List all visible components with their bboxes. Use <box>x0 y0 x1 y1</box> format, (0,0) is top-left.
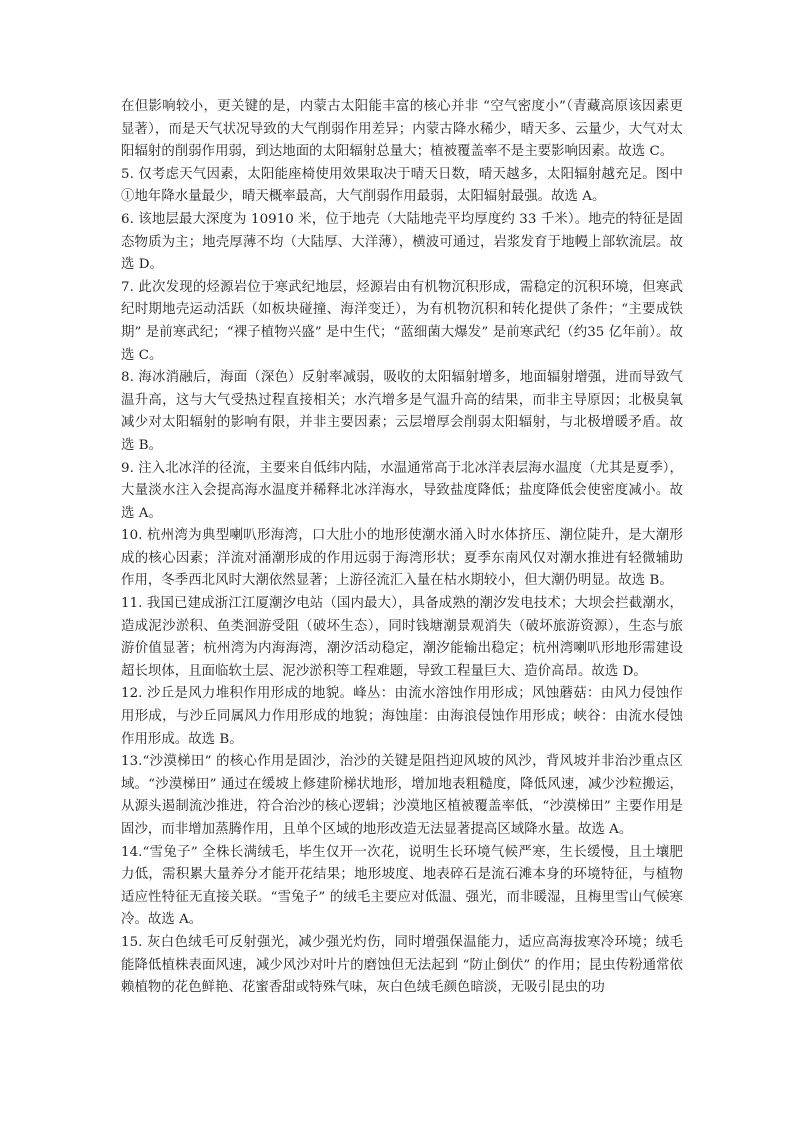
answer-paragraph-13: 13.“沙漠梯田” 的核心作用是固沙，治沙的关键是阻挡迎风坡的风沙，背风坡并非治沙重点区域。“沙漠梯田” 通过在缓坡上修建阶梯状地形，增加地表粗糙度，降低风速，减少沙粒搬运，从源头遏制流沙推进，符合治沙的核心逻辑；沙漠地区植被覆盖率低，“沙漠梯田” 主要作用是固沙，而非增加蒸腾作用，且单个区域的地形改造无法显著提高区域降水量。故选 A。 <box>121 754 683 837</box>
answer-paragraph-10: 10. 杭州湾为典型喇叭形海湾，口大肚小的地形使潮水涌入时水体挤压、潮位陡升，是大潮形成的核心因素；洋流对涌潮形成的作用远弱于海湾形状；夏季东南风仅对潮水推进有轻微辅助作用，冬季西北风时大潮依然显著；上游径流汇入量在枯水期较小，但大潮仍明显。故选 B。 <box>121 528 683 589</box>
answer-paragraph-11: 11. 我国已建成浙江江厦潮汐电站（国内最大），具备成熟的潮汐发电技术；大坝会拦截潮水，造成泥沙淤积、鱼类洄游受阻（破坏生态），同时钱塘潮景观消失（破坏旅游资源），生态与旅游价值显著；杭州湾为内海海湾，潮汐活动稳定，潮汐能输出稳定；杭州湾喇叭形地形需建设超长坝体，且面临软土层、泥沙淤积等工程难题，导致工程量巨大、造价高昂。故选 D。 <box>121 596 683 679</box>
document-page <box>121 96 683 1000</box>
answer-paragraph-12: 12. 沙丘是风力堆积作用形成的地貌。峰丛：由流水溶蚀作用形成；风蚀蘑菇：由风力侵蚀作用形成，与沙丘同属风力作用形成的地貌；海蚀崖：由海浪侵蚀作用形成；峡谷：由流水侵蚀作用形成。故选 B。 <box>121 686 683 747</box>
answer-paragraph-15: 15. 灰白色绒毛可反射强光，减少强光灼伤，同时增强保温能力，适应高海拔寒冷环境；绒毛能降低植株表面风速，减少风沙对叶片的磨蚀但无法起到 “防止倒伏” 的作用；昆虫传粉通常依赖植物的花色鲜艳、花蜜香甜或特殊气味，灰白色绒毛颜色暗淡，无吸引昆虫的功 <box>121 934 683 996</box>
answer-paragraph-14: 14.“雪兔子” 全株长满绒毛，毕生仅开一次花，说明生长环境气候严寒，生长缓慢，且土壤肥力低，需积累大量养分才能开花结果；地形坡度、地表碎石是流石滩本身的环境特征，与植物适应性特征无直接关联。“雪兔子” 的绒毛主要应对低温、强光，而非暖湿，且梅里雪山气候寒冷。故选 A。 <box>121 844 683 928</box>
answer-paragraph-9: 9. 注入北冰洋的径流，主要来自低纬内陆，水温通常高于北冰洋表层海水温度（尤其是夏季），大量淡水注入会提高海水温度并稀释北冰洋海水，导致盐度降低；盐度降低会使密度减小。故选 A。 <box>121 460 683 521</box>
answer-paragraph-5: 5. 仅考虑天气因素，太阳能座椅使用效果取决于晴天日数，晴天越多，太阳辐射越充足。图中①地年降水量最少，晴天概率最高，大气削弱作用最弱，太阳辐射最强。故选 A。 <box>121 166 683 205</box>
answer-paragraph-7: 7. 此次发现的烃源岩位于寒武纪地层，烃源岩由有机物沉积形成，需稳定的沉积环境，但寒武纪时期地壳运动活跃（如板块碰撞、海洋变迁），为有机物沉积和转化提供了条件；“主要成铁期” 是前寒武纪；“裸子植物兴盛” 是中生代；“蓝细菌大爆发” 是前寒武纪（约35 亿年前）。故选 C。 <box>121 279 683 363</box>
answer-paragraph-8: 8. 海冰消融后，海面（深色）反射率减弱，吸收的太阳辐射增多，地面辐射增强，进而导致气温升高，这与大气受热过程直接相关；水汽增多是气温升高的结果，而非主导原因；北极臭氧减少对太阳辐射的影响有限，并非主要因素；云层增厚会削弱太阳辐射，与北极增暖矛盾。故选 B。 <box>121 370 683 453</box>
answer-paragraph-6: 6. 该地层最大深度为 10910 米，位于地壳（大陆地壳平均厚度约 33 千米）。地壳的特征是固态物质为主；地壳厚薄不均（大陆厚、大洋薄），横波可通过，岩浆发育于地幔上部软流层。故选 D。 <box>121 211 683 273</box>
answer-paragraph-continuation: 在但影响较小，更关键的是，内蒙古太阳能丰富的核心并非 “空气密度小”（青藏高原该因素更显著），而是天气状况导致的大气削弱作用差异；内蒙古降水稀少，晴天多、云量少，大气对太阳辐射的削弱作用弱，到达地面的太阳辐射总量大；植被覆盖率不是主要影响因素。故选 C。 <box>121 99 683 160</box>
